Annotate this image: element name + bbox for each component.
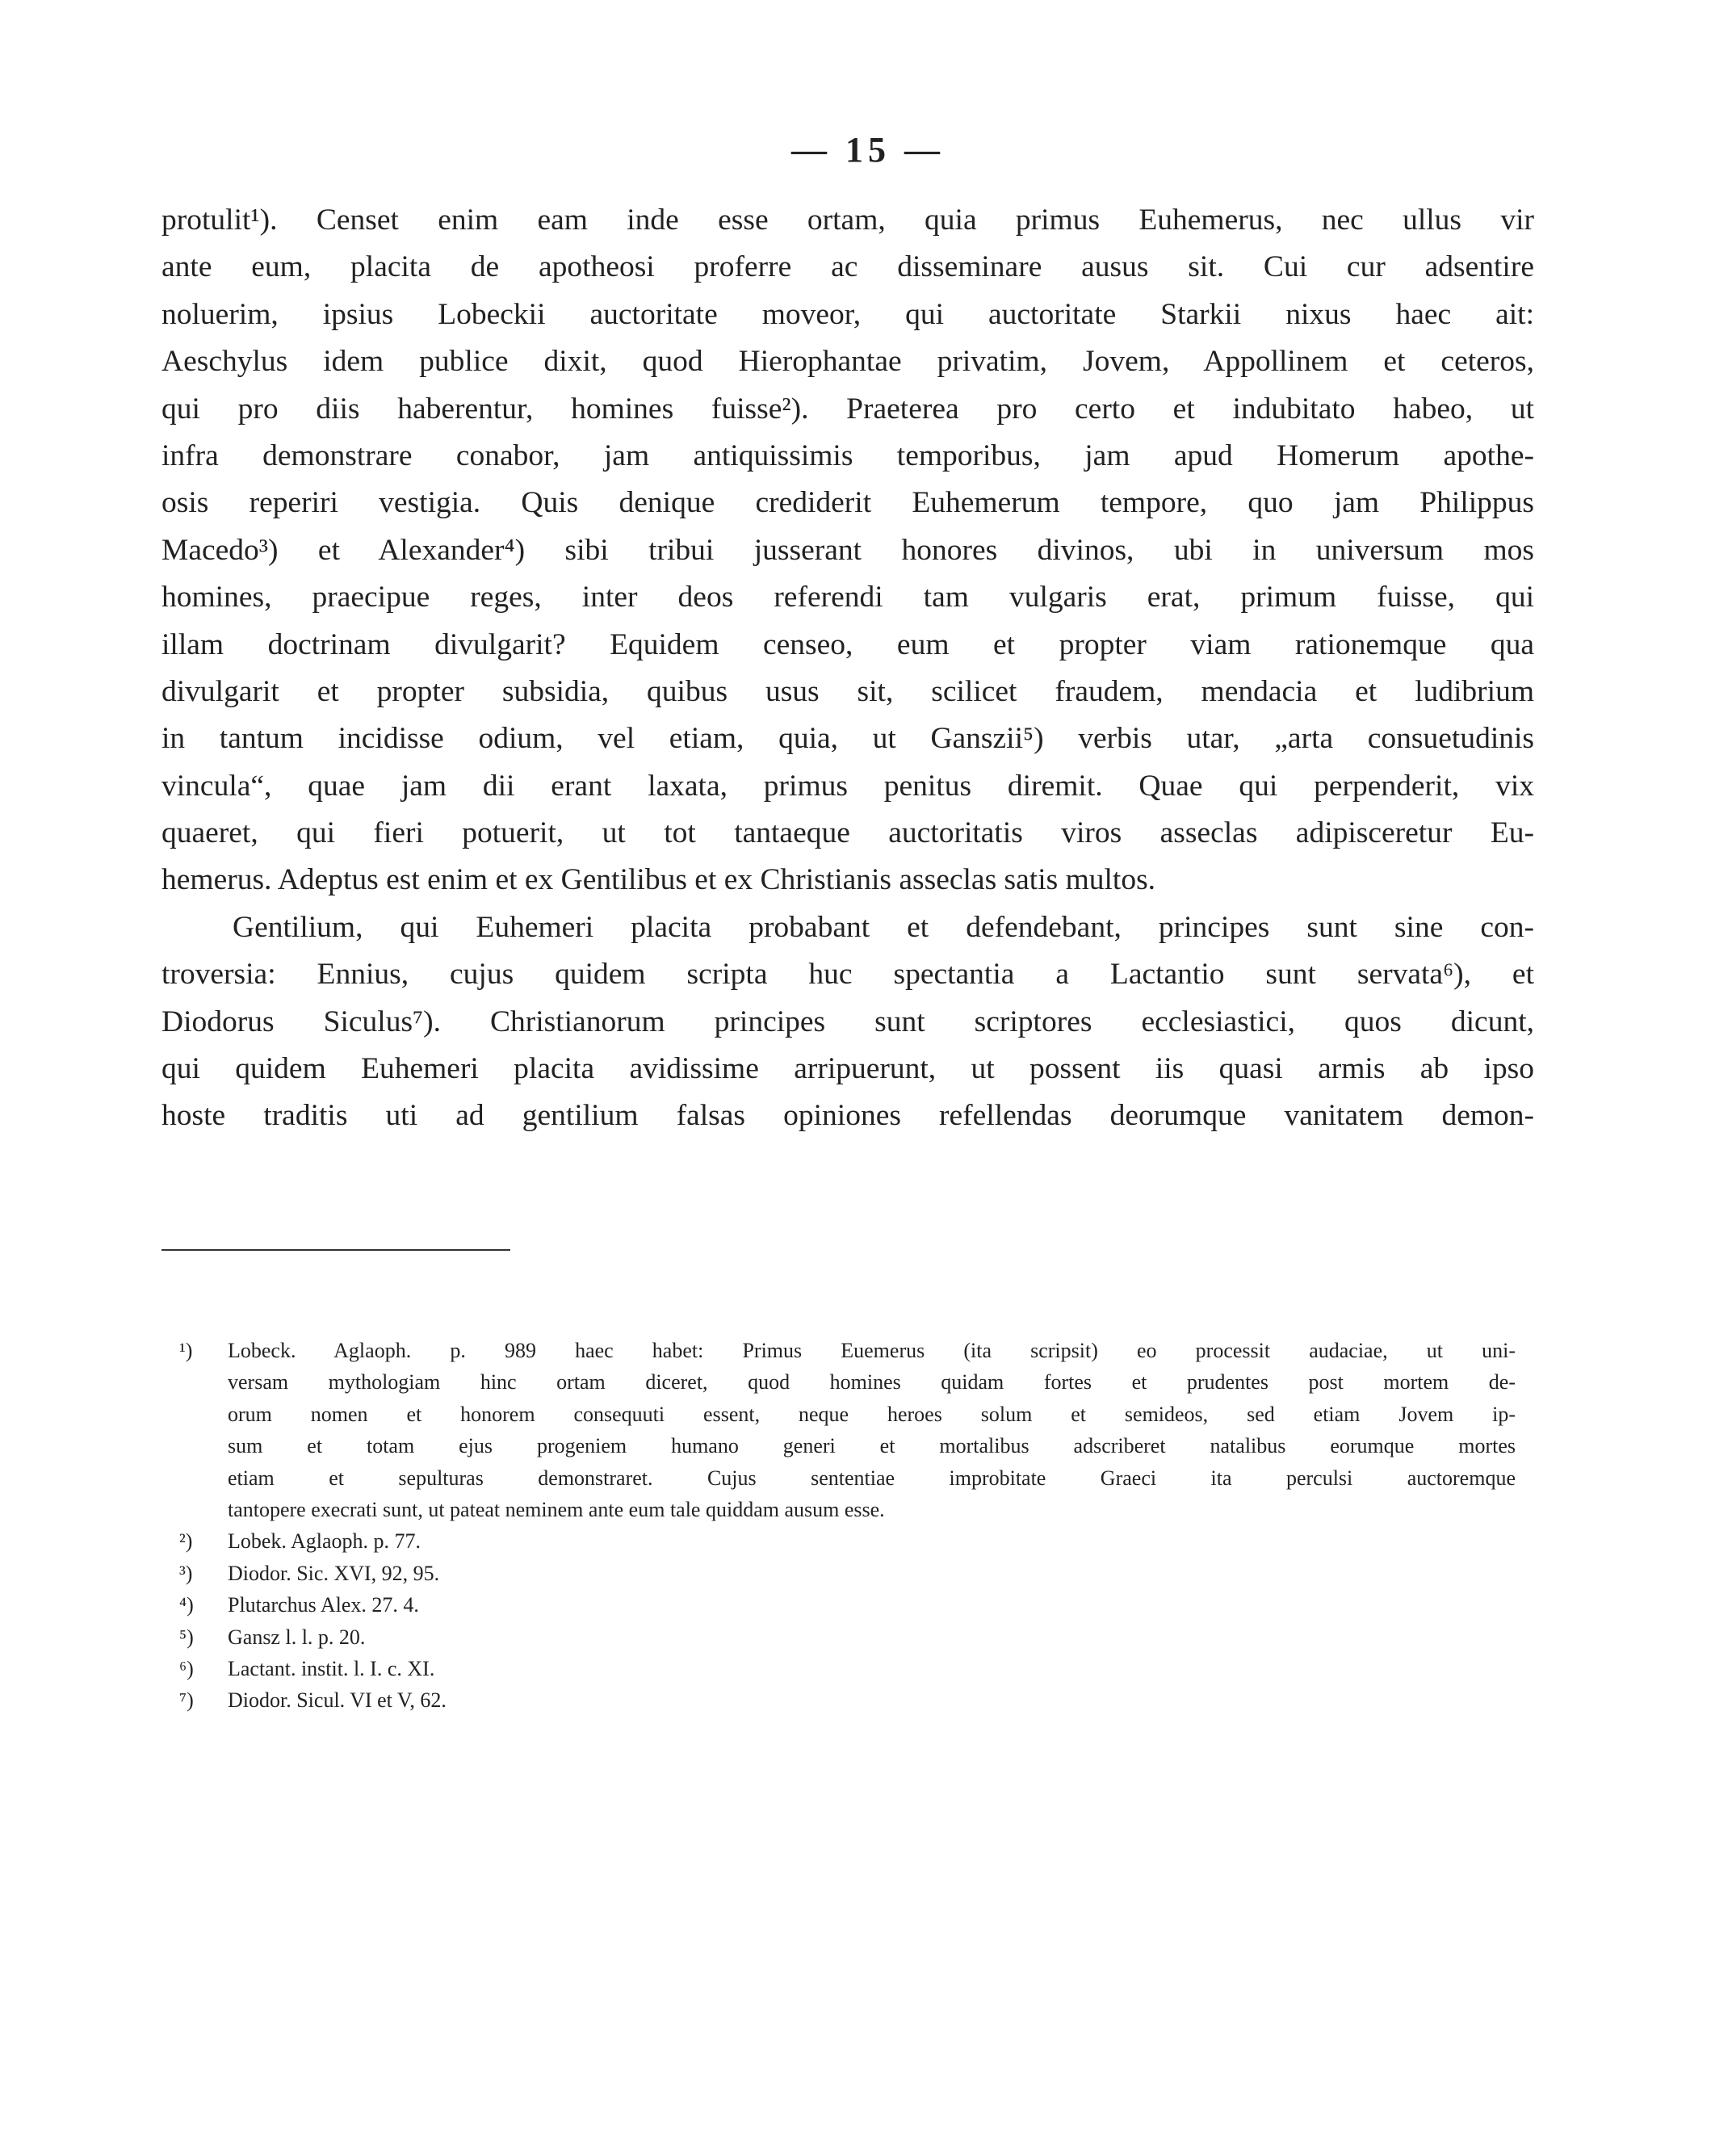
- footnote-line: sum et totam ejus progeniem humano generi et mortalibus adscriberet natalibus eorumque mortes: [228, 1434, 1516, 1458]
- text-line: hoste traditis uti ad gentilium falsas opiniones refellendas deorumque vanitatem demon-: [161, 1099, 1534, 1133]
- footnote-text: Lobek. Aglaoph. p. 77.: [228, 1529, 421, 1554]
- text-line: Gentilium, qui Euhemeri placita probabant et defendebant, principes sunt sine con-: [233, 910, 1534, 944]
- footnote-text: Plutarchus Alex. 27. 4.: [228, 1593, 419, 1617]
- page-number: — 15 —: [791, 130, 945, 170]
- footnote-marker: ²): [179, 1529, 193, 1554]
- text-line: illam doctrinam divulgarit? Equidem censeo, eum et propter viam rationemque qua: [161, 627, 1534, 661]
- footnote-text: Lactant. instit. l. I. c. XI.: [228, 1656, 435, 1680]
- text-line: divulgarit et propter subsidia, quibus usus sit, scilicet fraudem, mendacia et ludibrium: [161, 674, 1534, 708]
- footnote-marker: ³): [179, 1561, 193, 1585]
- footnote-line: tantopere execrati sunt, ut pateat neminem ante eum tale quiddam ausum esse.: [228, 1497, 885, 1521]
- text-line: vincula“, quae jam dii erant laxata, primus penitus diremit. Quae qui perpenderit, vix: [161, 769, 1534, 803]
- footnote-line: [179, 1335, 1516, 1366]
- footnote-text: Diodor. Sicul. VI et V, 62.: [228, 1688, 447, 1713]
- footnote-line: orum nomen et honorem consequuti essent, neque heroes solum et semideos, sed etiam Jovem ip-: [228, 1402, 1516, 1426]
- footnote-line: versam mythologiam hinc ortam diceret, quod homines quidam fortes et prudentes post mortem de-: [228, 1370, 1516, 1395]
- footnote-text: Lobeck. Aglaoph. p. 989 haec habet: Primus Euemerus (ita scripsit) eo processit audaciae, ut uni-: [228, 1339, 1516, 1362]
- text-line: ante eum, placita de apotheosi proferre ac disseminare ausus sit. Cui cur adsentire: [161, 250, 1534, 284]
- text-line: infra demonstrare conabor, jam antiquissimis temporibus, jam apud Homerum apothe-: [161, 438, 1534, 472]
- footnote-line: [179, 1525, 1516, 1557]
- text-line: noluerim, ipsius Lobeckii auctoritate moveor, qui auctoritate Starkii nixus haec ait:: [161, 297, 1534, 331]
- footnote-line: [179, 1684, 1516, 1716]
- text-line: troversia: Ennius, cujus quidem scripta huc spectantia a Lactantio sunt servata⁶), et: [161, 958, 1534, 992]
- text-line: homines, praecipue reges, inter deos referendi tam vulgaris erat, primum fuisse, qui: [161, 581, 1534, 614]
- footnote-line: [179, 1653, 1516, 1684]
- footnote-marker: ⁵): [179, 1625, 194, 1649]
- footnote-line: etiam et sepulturas demonstraret. Cujus sententiae improbitate Graeci ita perculsi auctoremque: [228, 1466, 1516, 1490]
- footnote-divider: [161, 1249, 510, 1251]
- footnote-marker: ⁶): [179, 1656, 194, 1680]
- text-line: Diodorus Siculus⁷). Christianorum principes sunt scriptores ecclesiastici, quos dicunt,: [161, 1004, 1534, 1038]
- footnote-line: [179, 1589, 1516, 1621]
- footnote-text: Diodor. Sic. XVI, 92, 95.: [228, 1561, 440, 1585]
- text-line: protulit¹). Censet enim eam inde esse ortam, quia primus Euhemerus, nec ullus vir: [161, 203, 1534, 237]
- footnote-marker: ¹): [179, 1339, 193, 1362]
- footnote-marker: ⁷): [179, 1688, 194, 1713]
- text-line: Macedo³) et Alexander⁴) sibi tribui jusserant honores divinos, ubi in universum mos: [161, 533, 1534, 567]
- footnotes: [179, 1335, 1516, 1717]
- text-line: qui quidem Euhemeri placita avidissime arripuerunt, ut possent iis quasi armis ab ipso: [161, 1052, 1534, 1086]
- text-line: in tantum incidisse odium, vel etiam, quia, ut Ganszii⁵) verbis utar, „arta consuetudinis: [161, 722, 1534, 756]
- footnote-line: [179, 1558, 1516, 1589]
- text-line: qui pro diis haberentur, homines fuisse²). Praeterea pro certo et indubitato habeo, ut: [161, 392, 1534, 426]
- footnote-marker: ⁴): [179, 1593, 194, 1617]
- footnote-line: [179, 1621, 1516, 1653]
- footnote-text: Gansz l. l. p. 20.: [228, 1625, 366, 1649]
- text-line: quaeret, qui fieri potuerit, ut tot tantaeque auctoritatis viros asseclas adipisceretur Eu-: [161, 816, 1534, 850]
- main-text: [161, 197, 1534, 1140]
- text-line: Aeschylus idem publice dixit, quod Hierophantae privatim, Jovem, Appollinem et ceteros,: [161, 345, 1534, 379]
- text-line: osis reperiri vestigia. Quis denique crediderit Euhemerum tempore, quo jam Philippus: [161, 486, 1534, 520]
- text-line: hemerus. Adeptus est enim et ex Gentilibus et ex Christianis asseclas satis multos.: [161, 863, 1156, 897]
